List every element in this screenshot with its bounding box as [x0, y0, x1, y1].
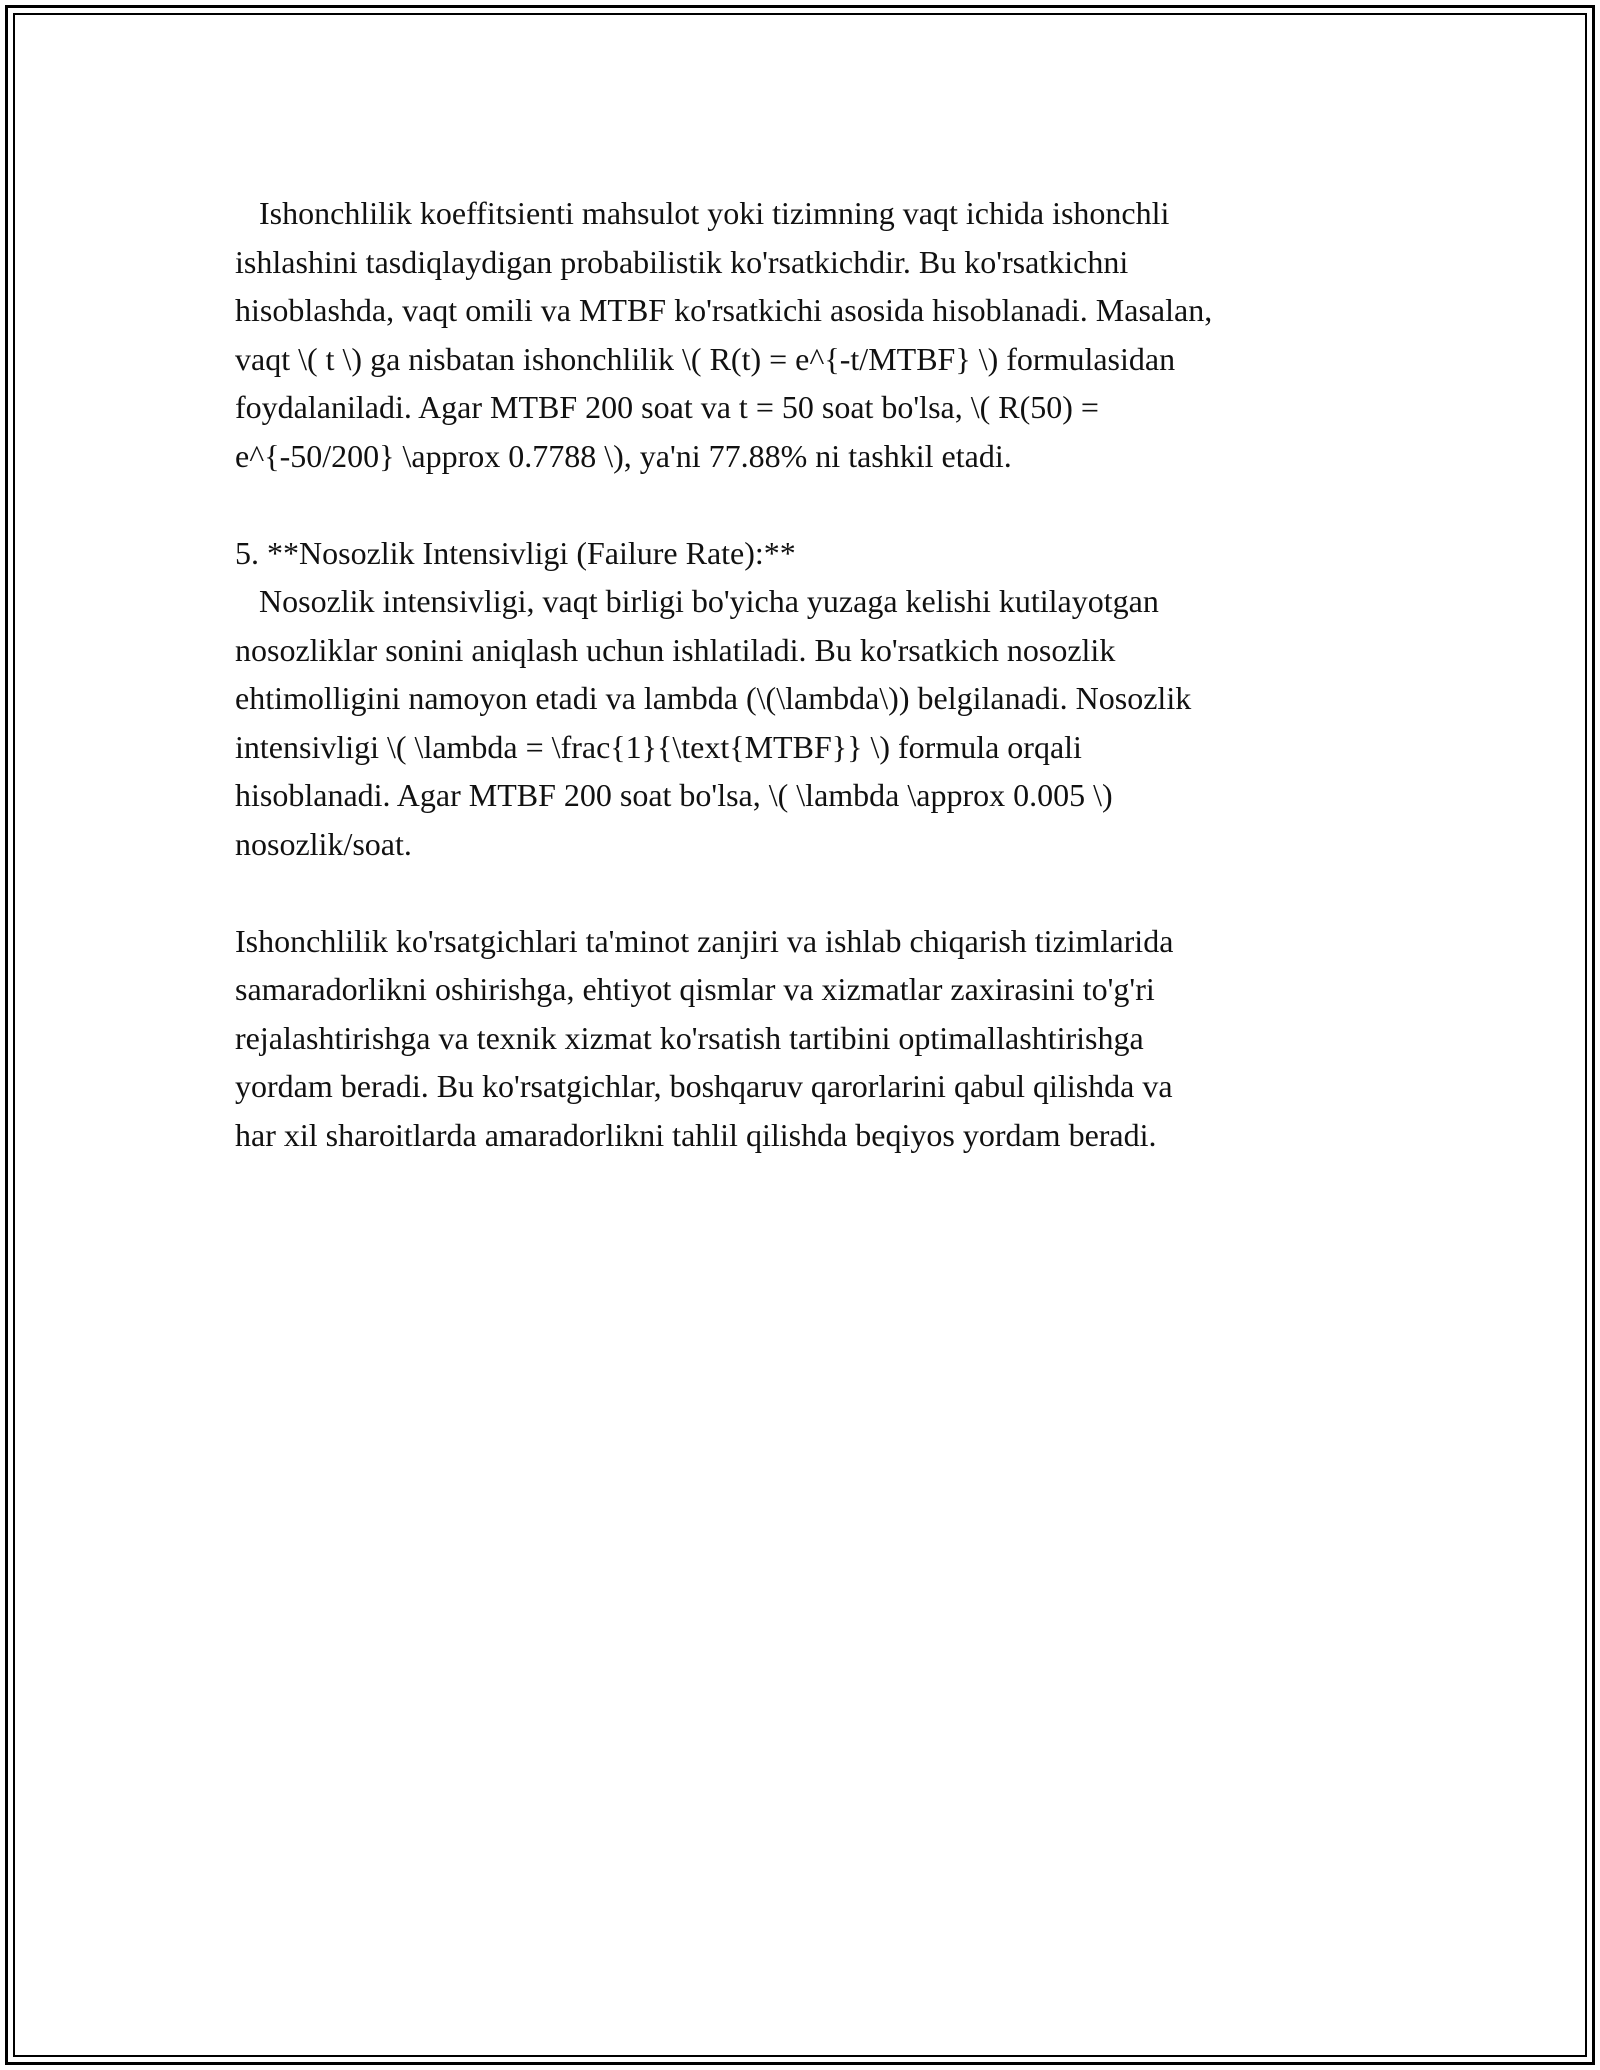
text-line: hisoblanadi. Agar MTBF 200 soat bo'lsa, \( \lambda \approx 0.005 \)	[235, 777, 1113, 813]
text-line: e^{-50/200} \approx 0.7788 \), ya'ni 77.88% ni tashkil etadi.	[235, 437, 1012, 474]
text-line: foydalaniladi. Agar MTBF 200 soat va t = 50 soat bo'lsa, \( R(50) =	[235, 389, 1099, 425]
paragraph-gap	[235, 480, 1375, 529]
text-line: Ishonchlilik ko'rsatgichlari ta'minot zanjiri va ishlab chiqarish tizimlarida	[235, 922, 1174, 959]
text-line: har xil sharoitlarda amaradorlikni tahlil qilishda beqiyos yordam beradi.	[235, 1116, 1157, 1153]
paragraph-conclusion	[235, 917, 1375, 1160]
document-body	[235, 189, 1375, 1159]
text-line: vaqt \( t \) ga nisbatan ishonchlilik \( R(t) = e^{-t/MTBF} \) formulasidan	[235, 340, 1176, 377]
text-line: nosozlik/soat.	[235, 825, 412, 862]
text-line: samaradorlikni oshirishga, ehtiyot qismlar va xizmatlar zaxirasini to'g'ri	[235, 971, 1155, 1007]
text-line: ehtimolligini namoyon etadi va lambda (\(\lambda\)) belgilanadi. Nosozlik	[235, 680, 1192, 716]
text-line: Ishonchlilik koeffitsienti mahsulot yoki tizimning vaqt ichida ishonchli	[235, 195, 1170, 231]
text-line: ishlashini tasdiqlaydigan probabilistik ko'rsatkichdir. Bu ko'rsatkichni	[235, 243, 1129, 280]
section-heading: 5. **Nosozlik Intensivligi (Failure Rate):**	[235, 534, 796, 571]
paragraph-gap	[235, 868, 1375, 917]
text-line: rejalashtirishga va texnik xizmat ko'rsatish tartibini optimallashtirishga	[235, 1019, 1144, 1056]
text-line: nosozliklar sonini aniqlash uchun ishlatiladi. Bu ko'rsatkich nosozlik	[235, 631, 1116, 668]
text-line: hisoblashda, vaqt omili va MTBF ko'rsatkichi asosida hisoblanadi. Masalan,	[235, 292, 1213, 328]
paragraph-reliability-coefficient	[235, 189, 1375, 480]
text-line: Nosozlik intensivligi, vaqt birligi bo'yicha yuzaga kelishi kutilayotgan	[235, 583, 1159, 619]
paragraph-failure-rate	[235, 529, 1375, 869]
text-line: yordam beradi. Bu ko'rsatgichlar, boshqaruv qarorlarini qabul qilishda va	[235, 1068, 1173, 1104]
text-line: intensivligi \( \lambda = \frac{1}{\text{MTBF}} \) formula orqali	[235, 728, 1082, 765]
